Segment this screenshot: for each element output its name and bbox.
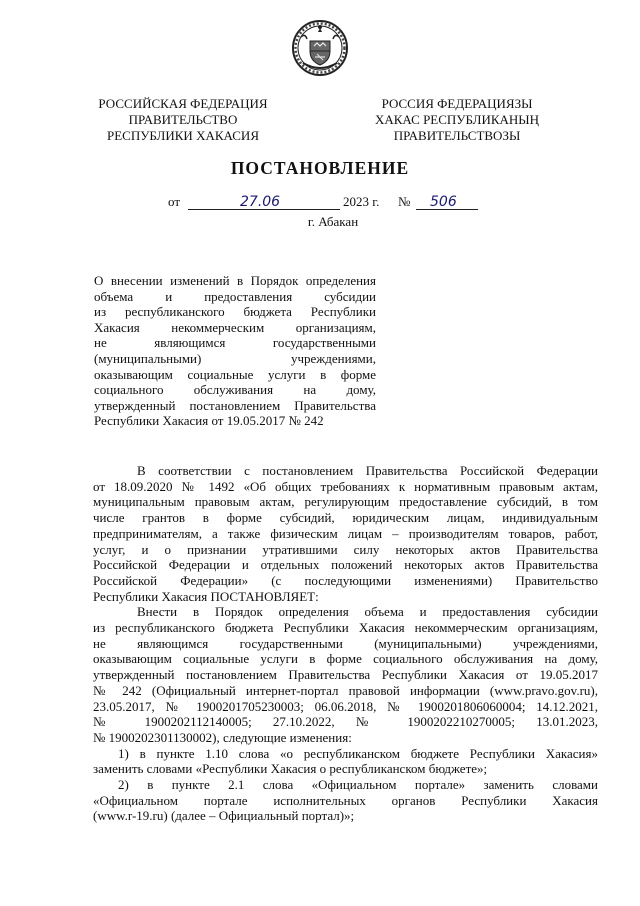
year-label: 2023 г. (343, 194, 380, 209)
body-line: № 1900202112140005; 27.10.2022, № 1900202210270005; 13.01.2023, (93, 714, 598, 730)
header-right (352, 96, 562, 144)
body-line: от 18.09.2020 № 1492 «Об общих требованиях к нормативным правовым актам, (93, 478, 598, 494)
body-line: предпринимателям, а также физическим лицам – производителям товаров, работ, (93, 525, 598, 541)
subject-line: оказывающим социальные услуги в форме (94, 366, 376, 382)
body-line: услуг, и о признании утратившими силу некоторых актов Правительства (93, 541, 598, 557)
body-line: Российской Федерации и отдельных положений некоторых актов Правительства (93, 557, 598, 573)
subject-block (94, 273, 376, 429)
subject-line: О внесении изменений в Порядок определения (94, 273, 376, 288)
number-sign: № (398, 194, 411, 209)
body-line: «Официальном портале исполнительных органов Республики Хакасия (93, 792, 598, 808)
date-handwritten: 27.06 (240, 194, 281, 210)
header-right-line: ПРАВИТЕЛЬСТВОЗЫ (393, 128, 521, 143)
subject-line: из республиканского бюджета Республики (94, 304, 376, 320)
city-label: г. Абакан (307, 214, 359, 229)
body-line: из республиканского бюджета Республики Хакасия некоммерческим организациям, (93, 620, 598, 636)
subject-line: Республики Хакасия от 19.05.2017 № 242 (94, 413, 324, 429)
body-line: 23.05.2017, № 1900201705230003; 06.06.2018, № 1900201806060004; 14.12.2021, (93, 698, 598, 714)
body-text (93, 463, 598, 824)
header-right-line: ХАКАС РЕСПУБЛИКАНЫҢ (374, 112, 540, 127)
body-line: заменить словами «Республики Хакасия о республиканском бюджете»; (93, 761, 488, 777)
body-line: № 242 (Официальный интернет-портал правовой информации (www.pravo.gov.ru), (93, 682, 598, 698)
body-line: оказывающим социальные услуги в форме социального обслуживания на дому, (93, 651, 598, 667)
header-left-line: ПРАВИТЕЛЬСТВО (128, 112, 238, 127)
subject-line: социального обслуживания на дому, (94, 382, 376, 398)
subject-line: (муниципальными) учреждениями, (94, 350, 376, 366)
coat-of-arms-emblem (291, 19, 349, 77)
coat-of-arms-icon (291, 19, 349, 77)
body-line: В соответствии с постановлением Правительства Российской Федерации (137, 463, 598, 478)
body-line: Российской Федерации» (с последующими изменениями) Правительство (93, 572, 598, 588)
body-line: муниципальным правовым актам, регулирующим предоставление субсидий, в том (93, 494, 598, 510)
number-handwritten: 506 (430, 194, 457, 210)
header-left-line: РОССИЙСКАЯ ФЕДЕРАЦИЯ (98, 96, 268, 111)
document-title: ПОСТАНОВЛЕНИЕ (230, 158, 410, 178)
header-left-line: РЕСПУБЛИКИ ХАКАСИЯ (106, 128, 259, 143)
body-line: 2) в пункте 2.1 слова «Официальном портале» заменить словами (118, 777, 598, 793)
body-line: утвержденный постановлением Правительства Республики Хакасия от 19.05.2017 (93, 667, 598, 683)
body-line: Республики Хакасия ПОСТАНОВЛЯЕТ: (93, 588, 319, 604)
subject-line: Хакасия некоммерческим организациям, (94, 319, 376, 335)
body-line: № 1900202301130002), следующие изменения: (93, 729, 352, 745)
body-line: (www.r-19.ru) (далее – Официальный портал)»; (93, 808, 355, 824)
ot-label: от (168, 194, 181, 209)
header-left (78, 96, 288, 144)
body-line: Внести в Порядок определения объема и предоставления субсидии (137, 604, 598, 620)
subject-line: утвержденный постановлением Правительства (94, 397, 376, 413)
body-line: не являющимся государственными (муниципальными) учреждениями, (93, 635, 598, 651)
header-right-line: РОССИЯ ФЕДЕРАЦИЯЗЫ (381, 96, 533, 111)
subject-line: не являющимся государственными (94, 335, 376, 351)
body-line: числе грантов в форме субсидий, юридическим лицам, индивидуальным (93, 510, 598, 526)
subject-line: объема и предоставления субсидии (94, 288, 376, 304)
body-line: 1) в пункте 1.10 слова «о республиканском бюджете Республики Хакасия» (118, 745, 598, 761)
